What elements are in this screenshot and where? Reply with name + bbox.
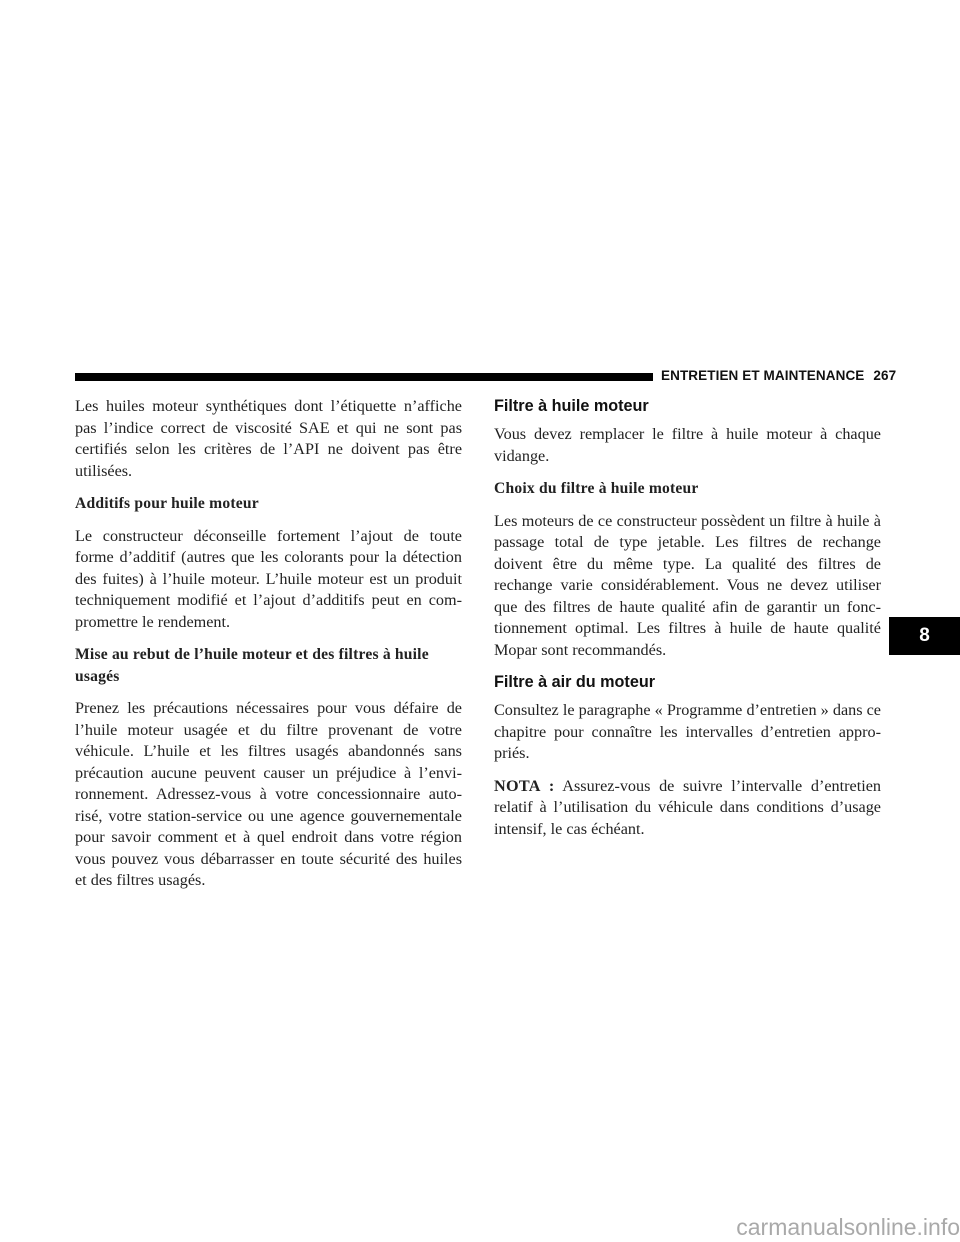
section-title: ENTRETIEN ET MAINTENANCE <box>661 368 865 383</box>
additives-heading: Additifs pour huile moteur <box>75 495 259 512</box>
page-number: 267 <box>873 368 897 383</box>
header-rule <box>75 373 653 381</box>
note-label: NOTA : <box>494 776 555 795</box>
right-column <box>494 396 881 851</box>
choice-heading: Choix du filtre à huile moteur <box>494 480 699 497</box>
left-column <box>75 396 462 903</box>
disposal-heading: Mise au rebut de l’huile moteur et des filtres à huile usagés <box>75 646 429 685</box>
oil-filter-paragraph: Vous devez remplacer le filtre à huile moteur à chaque vidange. <box>494 425 881 465</box>
air-filter-heading: Filtre à air du moteur <box>494 673 656 691</box>
chapter-tab: 8 <box>889 617 960 655</box>
choice-paragraph: Les moteurs de ce constructeur possèdent un filtre à huile à passage total de type jetable. Les filtres de rechange doivent être du même type. La qualité des filtres de rechange varie considérablement. Vous ne devez utiliser que des filtres de haute qualité afin de garantir un fonctionnement optimal. Les filtres à huile de haute qualité Mopar sont recommandés. <box>494 511 881 659</box>
additives-paragraph: Le constructeur déconseille fortement l’ajout de toute forme d’additif (autres que les colorants pour la détection des fuites) à l’huile moteur. L’huile moteur est un produit techniquement modifié et l’ajout d’additifs peut en compromettre le rendement. <box>75 526 462 631</box>
note-paragraph <box>494 776 881 841</box>
note-text: Assurez-vous de suivre l’intervalle d’entretien relatif à l’utilisation du véhicule dans conditions d’usage intensif, le cas échéant. <box>494 776 881 838</box>
watermark: carmanualsonline.info <box>736 1214 960 1240</box>
oil-filter-heading: Filtre à huile moteur <box>494 397 649 415</box>
intro-paragraph: Les huiles moteur synthétiques dont l’étiquette n’affiche pas l’indice correct de viscosité SAE et qui ne sont pas certifiés selon les critères de l’API ne doivent pas être utilisées. <box>75 397 462 480</box>
air-filter-paragraph: Consultez le paragraphe « Programme d’entretien » dans ce chapitre pour connaître les intervalles d’entretien appropriés. <box>494 701 881 762</box>
disposal-paragraph: Prenez les précautions nécessaires pour vous défaire de l’huile moteur usagée et du filtre provenant de votre véhicule. L’huile et les filtres usagés abandonnés sans précaution aucune peuvent causer un préjudice à l’environnement. Adressez-vous à votre concessionnaire autorisé, votre station-service ou une agence gouvernementale pour savoir comment et à quel endroit dans votre région vous pouvez vous débarrasser en toute sécurité des huiles et des filtres usagés. <box>75 699 462 889</box>
running-header <box>661 368 897 386</box>
